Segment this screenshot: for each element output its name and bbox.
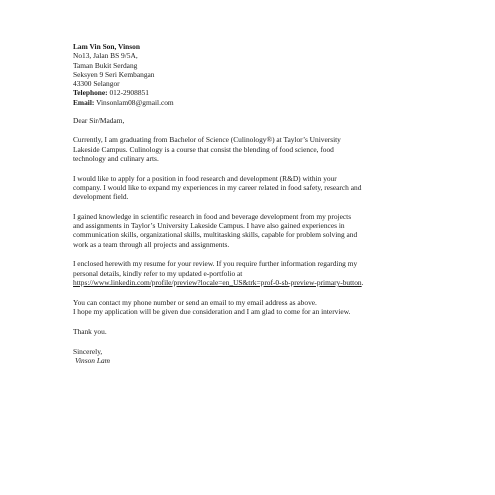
paragraph-contact [73, 298, 425, 317]
paragraph-application [73, 174, 425, 202]
paragraph-education [73, 135, 425, 163]
paragraph-line: Lakeside Campus. Culinology is a course that consist the blending of food science, food [73, 144, 334, 154]
portfolio-link[interactable]: https://www.linkedin.com/profile/preview?locale=en_US&trk=prof-0-sb-preview-primary-button [73, 278, 362, 287]
signature-name: Vinson Lam [75, 356, 110, 366]
paragraph-thanks [73, 327, 425, 336]
paragraph-line: communication skills, organizational skills, multitasking skills, capable for problem solving and [73, 230, 358, 240]
address-line: Taman Bukit Serdang [73, 60, 138, 70]
telephone-line [73, 88, 425, 97]
paragraph-line: You can contact my phone number or send an email to my email address as above. [73, 297, 317, 307]
paragraph-line: Currently, I am graduating from Bachelor of Science (Culinology®) at Taylor’s University [73, 135, 341, 145]
paragraph-line: development field. [73, 192, 129, 202]
email-value: Vinsonlam08@gmail.com [94, 97, 174, 107]
paragraph-line: I enclosed herewith my resume for your review. If you require further information regarding my [73, 259, 358, 269]
address-line: Seksyen 9 Seri Kembangan [73, 69, 155, 79]
paragraph-resume [73, 259, 425, 287]
sender-name: Lam Vin Son, Vinson [73, 42, 140, 51]
paragraph-line: work as a team through all projects and assignments. [73, 239, 230, 249]
address-line: 43300 Selangor [73, 79, 120, 89]
address-line: No13, Jalan BS 9/5A, [73, 51, 138, 61]
paragraph-experience [73, 212, 425, 249]
email-line [73, 98, 425, 107]
salutation: Dear Sir/Madam, [73, 115, 125, 125]
paragraph-line: company. I would like to expand my experiences in my career related in food safety, research and [73, 182, 362, 192]
cover-letter [73, 42, 425, 365]
paragraph-line: I would like to apply for a position in food research and development (R&D) within your [73, 173, 337, 183]
valediction: Sincerely, [73, 346, 103, 356]
link-suffix: . [361, 278, 364, 287]
paragraph-line: I gained knowledge in scientific research in food and beverage development from my projects [73, 211, 352, 221]
paragraph-line: Thank you. [73, 326, 107, 336]
paragraph-line: technology and culinary arts. [73, 153, 159, 163]
closing-block [73, 347, 425, 366]
sender-block [73, 42, 425, 107]
telephone-label: Telephone: [73, 88, 108, 98]
email-label: Email: [73, 97, 95, 107]
telephone-value: 012-2908851 [107, 88, 149, 98]
portfolio-line [73, 278, 425, 287]
paragraph-line: I hope my application will be given due consideration and I am glad to come for an interview. [73, 306, 351, 316]
paragraph-line: and assignments in Taylor’s University Lakeside Campus. I have also gained experiences in [73, 221, 345, 231]
paragraph-line: personal details, kindly refer to my updated e-portfolio at [73, 268, 243, 278]
